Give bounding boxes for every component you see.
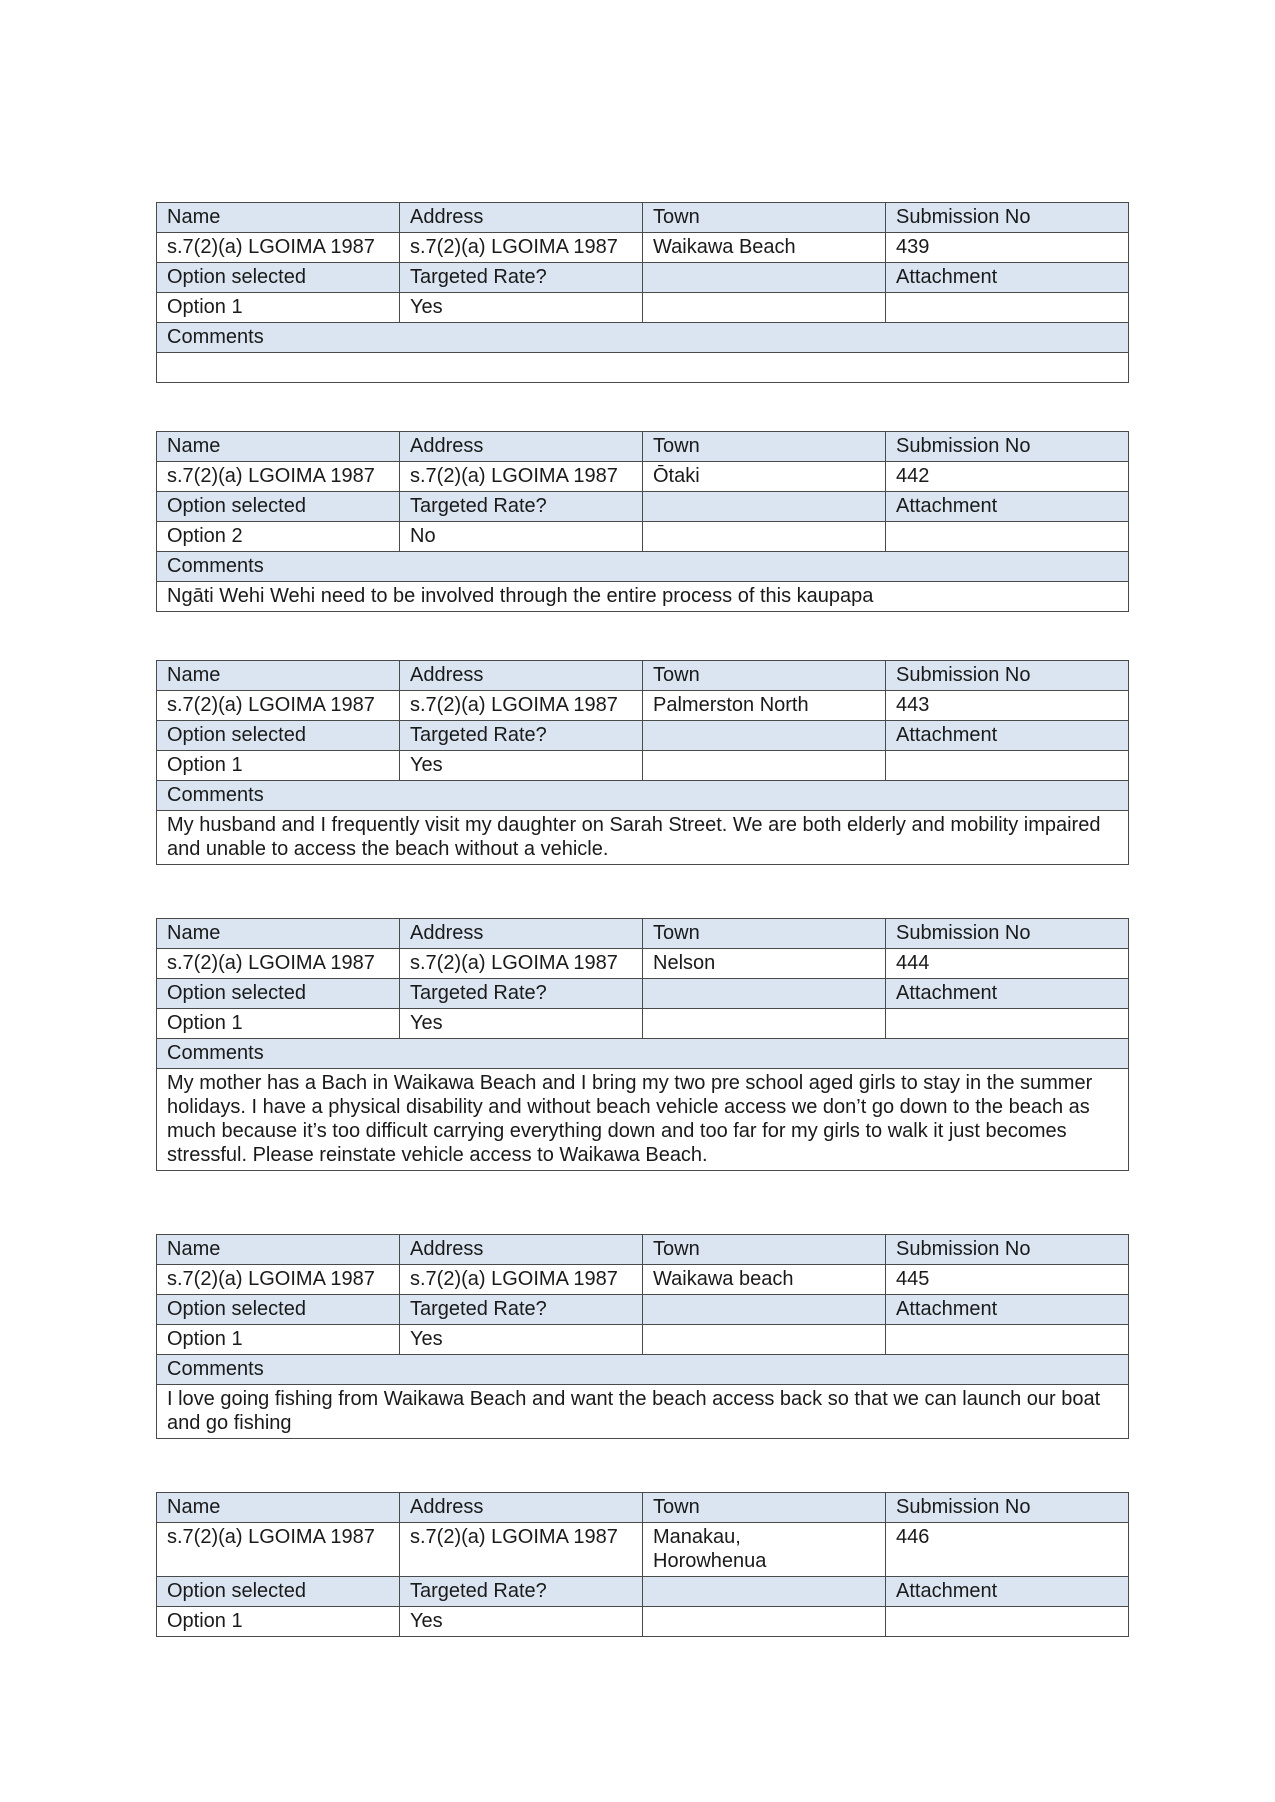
comments-header-row	[157, 781, 1129, 811]
comments-label: Comments	[157, 1355, 1129, 1385]
option-selected-label: Option selected	[157, 263, 400, 293]
submission-no-label: Submission No	[886, 203, 1129, 233]
header-row	[157, 661, 1129, 691]
comments-header-row	[157, 1039, 1129, 1069]
town-value: Waikawa Beach	[643, 233, 886, 263]
option-value: Option 1	[157, 751, 400, 781]
empty-cell	[643, 1325, 886, 1355]
option-row	[157, 751, 1129, 781]
header-row	[157, 203, 1129, 233]
comments-value: My mother has a Bach in Waikawa Beach and I bring my two pre school aged girls to stay in the summer holidays. I have a physical disability and without beach vehicle access we don’t go down to the beach as much because it’s too difficult carrying everything down and too far for my girls to walk it just becomes stressful. Please reinstate vehicle access to Waikawa Beach.	[157, 1069, 1129, 1171]
comments-header-row	[157, 1355, 1129, 1385]
comments-row	[157, 1385, 1129, 1439]
option-selected-label: Option selected	[157, 492, 400, 522]
attachment-label: Attachment	[886, 1577, 1129, 1607]
attachment-label: Attachment	[886, 492, 1129, 522]
submission-no-value: 443	[886, 691, 1129, 721]
empty-cell	[643, 1295, 886, 1325]
town-label: Town	[643, 919, 886, 949]
empty-cell	[643, 751, 886, 781]
submission-table-442	[156, 431, 1129, 612]
targeted-rate-label: Targeted Rate?	[400, 263, 643, 293]
address-value: s.7(2)(a) LGOIMA 1987	[400, 233, 643, 263]
empty-cell	[643, 1009, 886, 1039]
comments-row	[157, 353, 1129, 383]
name-label: Name	[157, 203, 400, 233]
town-value: Palmerston North	[643, 691, 886, 721]
address-value: s.7(2)(a) LGOIMA 1987	[400, 1523, 643, 1577]
option-header-row	[157, 721, 1129, 751]
empty-cell	[643, 1577, 886, 1607]
attachment-value	[886, 293, 1129, 323]
empty-cell	[643, 263, 886, 293]
submission-table-439	[156, 202, 1129, 383]
targeted-rate-value: No	[400, 522, 643, 552]
attachment-value	[886, 751, 1129, 781]
name-label: Name	[157, 1235, 400, 1265]
targeted-rate-label: Targeted Rate?	[400, 721, 643, 751]
option-row	[157, 1325, 1129, 1355]
option-header-row	[157, 1295, 1129, 1325]
details-row	[157, 233, 1129, 263]
option-selected-label: Option selected	[157, 1577, 400, 1607]
header-row	[157, 1235, 1129, 1265]
submission-no-value: 442	[886, 462, 1129, 492]
comments-value: I love going fishing from Waikawa Beach and want the beach access back so that we can launch our boat and go fishing	[157, 1385, 1129, 1439]
town-label: Town	[643, 203, 886, 233]
attachment-value	[886, 1009, 1129, 1039]
comments-label: Comments	[157, 1039, 1129, 1069]
comments-row	[157, 1069, 1129, 1171]
town-value: Waikawa beach	[643, 1265, 886, 1295]
name-label: Name	[157, 661, 400, 691]
submission-no-value: 445	[886, 1265, 1129, 1295]
submission-table-444	[156, 918, 1129, 1171]
submission-no-label: Submission No	[886, 661, 1129, 691]
option-row	[157, 1009, 1129, 1039]
targeted-rate-value: Yes	[400, 1009, 643, 1039]
address-label: Address	[400, 919, 643, 949]
comments-value: My husband and I frequently visit my daughter on Sarah Street. We are both elderly and mobility impaired and unable to access the beach without a vehicle.	[157, 811, 1129, 865]
address-label: Address	[400, 1493, 643, 1523]
name-value: s.7(2)(a) LGOIMA 1987	[157, 691, 400, 721]
option-value: Option 1	[157, 1607, 400, 1637]
empty-cell	[643, 293, 886, 323]
name-value: s.7(2)(a) LGOIMA 1987	[157, 233, 400, 263]
attachment-value	[886, 522, 1129, 552]
empty-cell	[643, 979, 886, 1009]
targeted-rate-label: Targeted Rate?	[400, 492, 643, 522]
address-value: s.7(2)(a) LGOIMA 1987	[400, 1265, 643, 1295]
town-label: Town	[643, 661, 886, 691]
address-value: s.7(2)(a) LGOIMA 1987	[400, 949, 643, 979]
submission-no-label: Submission No	[886, 1493, 1129, 1523]
submission-no-label: Submission No	[886, 432, 1129, 462]
header-row	[157, 432, 1129, 462]
town-value: Ōtaki	[643, 462, 886, 492]
comments-row	[157, 811, 1129, 865]
address-label: Address	[400, 1235, 643, 1265]
comments-header-row	[157, 323, 1129, 353]
option-selected-label: Option selected	[157, 721, 400, 751]
header-row	[157, 1493, 1129, 1523]
option-selected-label: Option selected	[157, 979, 400, 1009]
address-value: s.7(2)(a) LGOIMA 1987	[400, 691, 643, 721]
targeted-rate-label: Targeted Rate?	[400, 1577, 643, 1607]
town-value: Manakau, Horowhenua	[643, 1523, 886, 1577]
targeted-rate-label: Targeted Rate?	[400, 979, 643, 1009]
comments-header-row	[157, 552, 1129, 582]
attachment-value	[886, 1325, 1129, 1355]
name-label: Name	[157, 432, 400, 462]
name-label: Name	[157, 1493, 400, 1523]
comments-label: Comments	[157, 781, 1129, 811]
town-label: Town	[643, 432, 886, 462]
option-value: Option 1	[157, 1009, 400, 1039]
option-row	[157, 293, 1129, 323]
option-value: Option 1	[157, 293, 400, 323]
attachment-label: Attachment	[886, 1295, 1129, 1325]
option-header-row	[157, 263, 1129, 293]
targeted-rate-value: Yes	[400, 293, 643, 323]
submission-no-label: Submission No	[886, 1235, 1129, 1265]
comments-label: Comments	[157, 323, 1129, 353]
option-value: Option 1	[157, 1325, 400, 1355]
submission-no-value: 444	[886, 949, 1129, 979]
empty-cell	[643, 522, 886, 552]
submission-no-label: Submission No	[886, 919, 1129, 949]
submission-no-value: 446	[886, 1523, 1129, 1577]
option-header-row	[157, 1577, 1129, 1607]
comments-value	[157, 353, 1129, 383]
details-row	[157, 949, 1129, 979]
submission-table-446	[156, 1492, 1129, 1637]
details-row	[157, 1265, 1129, 1295]
name-label: Name	[157, 919, 400, 949]
attachment-label: Attachment	[886, 979, 1129, 1009]
option-value: Option 2	[157, 522, 400, 552]
name-value: s.7(2)(a) LGOIMA 1987	[157, 1265, 400, 1295]
targeted-rate-value: Yes	[400, 751, 643, 781]
option-header-row	[157, 492, 1129, 522]
town-label: Town	[643, 1493, 886, 1523]
town-label: Town	[643, 1235, 886, 1265]
attachment-value	[886, 1607, 1129, 1637]
header-row	[157, 919, 1129, 949]
details-row	[157, 691, 1129, 721]
option-row	[157, 1607, 1129, 1637]
details-row	[157, 1523, 1129, 1577]
name-value: s.7(2)(a) LGOIMA 1987	[157, 1523, 400, 1577]
attachment-label: Attachment	[886, 263, 1129, 293]
empty-cell	[643, 721, 886, 751]
name-value: s.7(2)(a) LGOIMA 1987	[157, 949, 400, 979]
targeted-rate-value: Yes	[400, 1325, 643, 1355]
town-value: Nelson	[643, 949, 886, 979]
option-header-row	[157, 979, 1129, 1009]
comments-row	[157, 582, 1129, 612]
address-label: Address	[400, 432, 643, 462]
submission-table-443	[156, 660, 1129, 865]
details-row	[157, 462, 1129, 492]
attachment-label: Attachment	[886, 721, 1129, 751]
targeted-rate-label: Targeted Rate?	[400, 1295, 643, 1325]
name-value: s.7(2)(a) LGOIMA 1987	[157, 462, 400, 492]
address-label: Address	[400, 203, 643, 233]
empty-cell	[643, 492, 886, 522]
option-row	[157, 522, 1129, 552]
targeted-rate-value: Yes	[400, 1607, 643, 1637]
submission-table-445	[156, 1234, 1129, 1439]
empty-cell	[643, 1607, 886, 1637]
comments-label: Comments	[157, 552, 1129, 582]
address-value: s.7(2)(a) LGOIMA 1987	[400, 462, 643, 492]
address-label: Address	[400, 661, 643, 691]
option-selected-label: Option selected	[157, 1295, 400, 1325]
submission-no-value: 439	[886, 233, 1129, 263]
comments-value: Ngāti Wehi Wehi need to be involved through the entire process of this kaupapa	[157, 582, 1129, 612]
